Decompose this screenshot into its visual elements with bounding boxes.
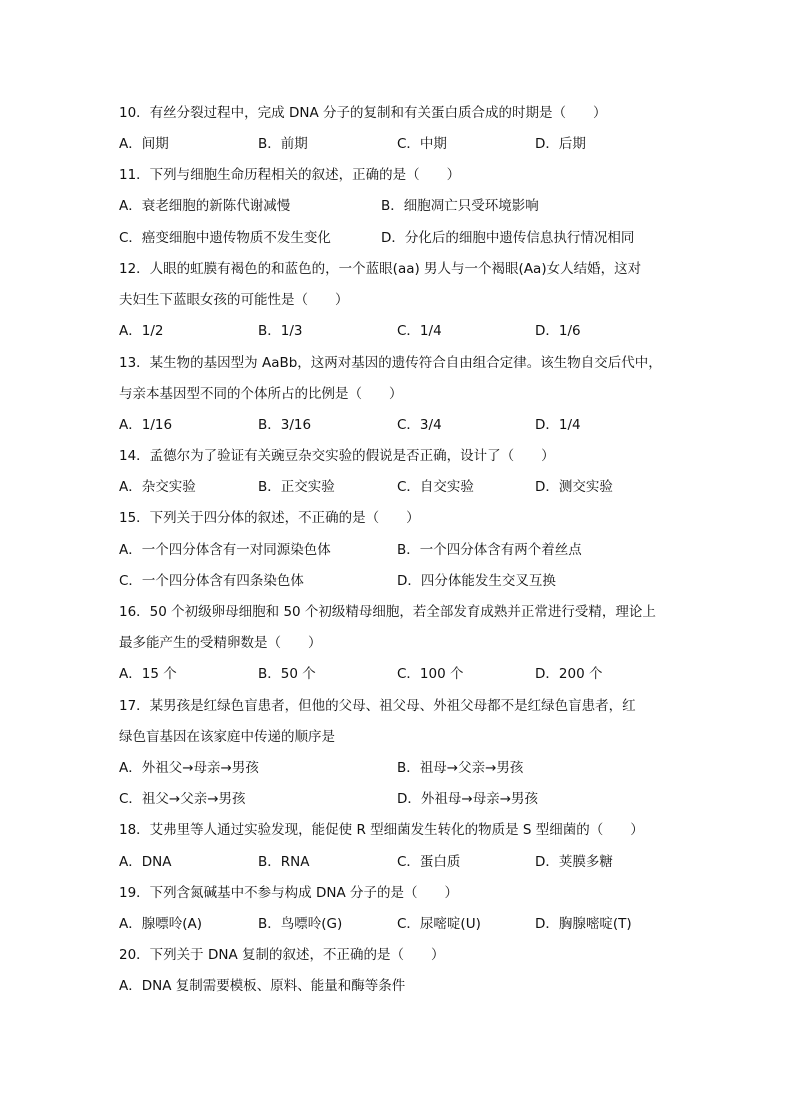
question-19-option-b: B．鸟嘌呤(G) xyxy=(258,916,343,932)
question-13-option-d: D．1/4 xyxy=(535,417,581,433)
question-17-stem-line-1: 17．某男孩是红绿色盲患者，但他的父母、祖父母、外祖父母都不是红绿色盲患者，红 xyxy=(119,698,636,714)
question-12-option-b: B．1/3 xyxy=(258,323,303,339)
question-10-stem: 10．有丝分裂过程中，完成 DNA 分子的复制和有关蛋白质合成的时期是（ ） xyxy=(119,105,607,121)
question-14-option-b: B．正交实验 xyxy=(258,479,335,495)
question-19-option-c: C．尿嘧啶(U) xyxy=(397,916,481,932)
question-16-option-d: D．200 个 xyxy=(535,666,603,682)
question-13-stem-line-1: 13．某生物的基因型为 AaBb，这两对基因的遗传符合自由组合定律。该生物自交后代中， xyxy=(119,355,662,371)
question-17-option-c: C．祖父→父亲→男孩 xyxy=(119,791,246,807)
question-10-option-c: C．中期 xyxy=(397,136,447,152)
question-13-stem-line-2: 与亲本基因型不同的个体所占的比例是（ ） xyxy=(119,386,403,402)
question-10-option-a: A．间期 xyxy=(119,136,169,152)
question-12-option-c: C．1/4 xyxy=(397,323,442,339)
question-19-stem: 19．下列含氮碱基中不参与构成 DNA 分子的是（ ） xyxy=(119,885,458,901)
question-19-option-d: D．胸腺嘧啶(T) xyxy=(535,916,632,932)
question-18-option-b: B．RNA xyxy=(258,854,310,870)
question-19-option-a: A．腺嘌呤(A) xyxy=(119,916,203,932)
question-17-option-b: B．祖母→父亲→男孩 xyxy=(397,760,524,776)
question-14-option-d: D．测交实验 xyxy=(535,479,613,495)
question-15-stem: 15．下列关于四分体的叙述，不正确的是（ ） xyxy=(119,510,420,526)
question-20-option-a: A．DNA 复制需要模板、原料、能量和酶等条件 xyxy=(119,978,406,994)
question-16-stem-line-2: 最多能产生的受精卵数是（ ） xyxy=(119,635,322,651)
question-10-option-d: D．后期 xyxy=(535,136,586,152)
question-15-option-d: D．四分体能发生交叉互换 xyxy=(397,573,556,589)
question-16-option-c: C．100 个 xyxy=(397,666,464,682)
question-15-option-b: B．一个四分体含有两个着丝点 xyxy=(397,542,582,558)
question-11-stem: 11．下列与细胞生命历程相关的叙述，正确的是（ ） xyxy=(119,167,461,183)
question-14-stem: 14．孟德尔为了验证有关豌豆杂交实验的假说是否正确，设计了（ ） xyxy=(119,448,555,464)
question-17-option-d: D．外祖母→母亲→男孩 xyxy=(397,791,539,807)
question-12-stem-line-1: 12．人眼的虹膜有褐色的和蓝色的，一个蓝眼(aa) 男人与一个褐眼(Aa)女人结婚，这对 xyxy=(119,261,642,277)
question-15-option-a: A．一个四分体含有一对同源染色体 xyxy=(119,542,331,558)
question-18-option-c: C．蛋白质 xyxy=(397,854,461,870)
question-13-option-a: A．1/16 xyxy=(119,417,173,433)
question-11-option-c: C．癌变细胞中遗传物质不发生变化 xyxy=(119,230,331,246)
question-11-option-b: B．细胞凋亡只受环境影响 xyxy=(381,198,539,214)
question-15-option-c: C．一个四分体含有四条染色体 xyxy=(119,573,304,589)
question-10-option-b: B．前期 xyxy=(258,136,308,152)
question-16-option-b: B．50 个 xyxy=(258,666,316,682)
question-13-option-c: C．3/4 xyxy=(397,417,442,433)
question-16-option-a: A．15 个 xyxy=(119,666,177,682)
question-11-option-a: A．衰老细胞的新陈代谢减慢 xyxy=(119,198,291,214)
question-12-option-d: D．1/6 xyxy=(535,323,581,339)
question-17-option-a: A．外祖父→母亲→男孩 xyxy=(119,760,259,776)
question-14-option-a: A．杂交实验 xyxy=(119,479,196,495)
question-18-option-a: A．DNA xyxy=(119,854,172,870)
question-12-stem-line-2: 夫妇生下蓝眼女孩的可能性是（ ） xyxy=(119,292,349,308)
question-18-option-d: D．荚膜多糖 xyxy=(535,854,613,870)
question-16-stem-line-1: 16．50 个初级卵母细胞和 50 个初级精母细胞，若全部发育成熟并正常进行受精，理论上 xyxy=(119,604,656,620)
question-18-stem: 18．艾弗里等人通过实验发现，能促使 R 型细菌发生转化的物质是 S 型细菌的（ ） xyxy=(119,822,644,838)
question-20-stem: 20．下列关于 DNA 复制的叙述，不正确的是（ ） xyxy=(119,947,445,963)
question-11-option-d: D．分化后的细胞中遗传信息执行情况相同 xyxy=(381,230,635,246)
question-12-option-a: A．1/2 xyxy=(119,323,164,339)
question-13-option-b: B．3/16 xyxy=(258,417,312,433)
question-14-option-c: C．自交实验 xyxy=(397,479,474,495)
question-17-stem-line-2: 绿色盲基因在该家庭中传递的顺序是 xyxy=(119,729,335,745)
